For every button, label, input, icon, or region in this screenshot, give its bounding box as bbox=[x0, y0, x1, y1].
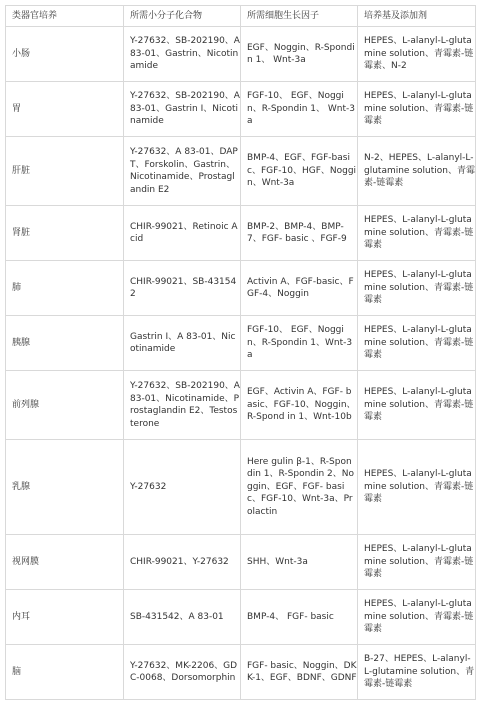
header-medium-additives: 培养基及添加剂 bbox=[358, 6, 476, 27]
organ-cell: 内耳 bbox=[6, 590, 124, 645]
header-growth-factors: 所需细胞生长因子 bbox=[241, 6, 358, 27]
growth-factors-cell: FGF- basic、Noggin、DKK-1、EGF、BDNF、GDNF bbox=[241, 645, 358, 700]
organ-cell: 小肠 bbox=[6, 27, 124, 82]
growth-factors-cell: Here gulin β-1、R-Spondin 1、R-Spondin 2、Noggin、EGF、FGF- basic、FGF-10、Wnt-3a、Prolactin bbox=[241, 440, 358, 535]
organ-cell: 脑 bbox=[6, 645, 124, 700]
table-row bbox=[6, 590, 476, 645]
medium-cell: HEPES、L-alanyl-L-glutamine solution、青霉素-链霉素 bbox=[358, 316, 476, 371]
table-row bbox=[6, 27, 476, 82]
table-row bbox=[6, 316, 476, 371]
medium-cell: HEPES、L-alanyl-L-glutamine solution、青霉素-链霉素 bbox=[358, 206, 476, 261]
medium-cell: HEPES、L-alanyl-L-glutamine solution、青霉素-链霉素 bbox=[358, 82, 476, 137]
organ-cell: 视网膜 bbox=[6, 535, 124, 590]
growth-factors-cell: FGF-10、 EGF、Noggin、R-Spondin 1、Wnt-3a bbox=[241, 316, 358, 371]
header-small-molecules: 所需小分子化合物 bbox=[124, 6, 241, 27]
growth-factors-cell: FGF-10、 EGF、Noggin、R-Spondin 1、 Wnt-3a bbox=[241, 82, 358, 137]
table-header-row bbox=[6, 6, 476, 27]
growth-factors-cell: BMP-4、EGF、FGF-basic、FGF-10、HGF、Noggin、Wnt-3a bbox=[241, 137, 358, 206]
table-row bbox=[6, 82, 476, 137]
table-row bbox=[6, 371, 476, 440]
compounds-cell: Gastrin I、A 83-01、Nicotinamide bbox=[124, 316, 241, 371]
growth-factors-cell: EGF、Activin A、FGF- basic、FGF-10、Noggin、R-Spond in 1、Wnt-10b bbox=[241, 371, 358, 440]
table-row bbox=[6, 645, 476, 700]
organ-cell: 胰腺 bbox=[6, 316, 124, 371]
medium-cell: HEPES、L-alanyl-L-glutamine solution、青霉素-链霉素 bbox=[358, 371, 476, 440]
table-row bbox=[6, 261, 476, 316]
compounds-cell: Y-27632 bbox=[124, 440, 241, 535]
growth-factors-cell: Activin A、FGF-basic、FGF-4、Noggin bbox=[241, 261, 358, 316]
organ-cell: 胃 bbox=[6, 82, 124, 137]
compounds-cell: CHIR-99021、Retinoic Acid bbox=[124, 206, 241, 261]
table-row bbox=[6, 535, 476, 590]
compounds-cell: Y-27632、MK-2206、GDC-0068、Dorsomorphin bbox=[124, 645, 241, 700]
compounds-cell: Y-27632、SB-202190、A 83-01、Gastrin、Nicotinamide bbox=[124, 27, 241, 82]
growth-factors-cell: SHH、Wnt-3a bbox=[241, 535, 358, 590]
growth-factors-cell: BMP-2、BMP-4、BMP-7、FGF- basic 、FGF-9 bbox=[241, 206, 358, 261]
medium-cell: N-2、HEPES、L-alanyl-L-glutamine solution、青霉素-链霉素 bbox=[358, 137, 476, 206]
compounds-cell: CHIR-99021、SB-431542 bbox=[124, 261, 241, 316]
growth-factors-cell: EGF、Noggin、R-Spondin 1、 Wnt-3a bbox=[241, 27, 358, 82]
compounds-cell: Y-27632、SB-202190、A 83-01、Nicotinamide、Prostaglandin E2、Testosterone bbox=[124, 371, 241, 440]
growth-factors-cell: BMP-4、 FGF- basic bbox=[241, 590, 358, 645]
table-row bbox=[6, 206, 476, 261]
compounds-cell: Y-27632、A 83-01、DAPT、Forskolin、Gastrin、Nicotinamide、Prostaglandin E2 bbox=[124, 137, 241, 206]
organ-cell: 前列腺 bbox=[6, 371, 124, 440]
medium-cell: B-27、HEPES、L-alanyl-L-glutamine solution、青霉素-链霉素 bbox=[358, 645, 476, 700]
organ-cell: 肺 bbox=[6, 261, 124, 316]
compounds-cell: Y-27632、SB-202190、A 83-01、Gastrin I、Nicotinamide bbox=[124, 82, 241, 137]
table-row bbox=[6, 137, 476, 206]
medium-cell: HEPES、L-alanyl-L-glutamine solution、青霉素-链霉素 bbox=[358, 440, 476, 535]
compounds-cell: SB-431542、A 83-01 bbox=[124, 590, 241, 645]
organoid-culture-table bbox=[5, 5, 476, 700]
organ-cell: 肝脏 bbox=[6, 137, 124, 206]
header-organoid-culture: 类器官培养 bbox=[6, 6, 124, 27]
medium-cell: HEPES、L-alanyl-L-glutamine solution、青霉素-链霉素 bbox=[358, 261, 476, 316]
compounds-cell: CHIR-99021、Y-27632 bbox=[124, 535, 241, 590]
table-row bbox=[6, 440, 476, 535]
medium-cell: HEPES、L-alanyl-L-glutamine solution、青霉素-链霉素、N-2 bbox=[358, 27, 476, 82]
medium-cell: HEPES、L-alanyl-L-glutamine solution、青霉素-链霉素 bbox=[358, 535, 476, 590]
medium-cell: HEPES、L-alanyl-L-glutamine solution、青霉素-链霉素 bbox=[358, 590, 476, 645]
organoid-table-container bbox=[5, 5, 475, 700]
organ-cell: 乳腺 bbox=[6, 440, 124, 535]
organ-cell: 肾脏 bbox=[6, 206, 124, 261]
